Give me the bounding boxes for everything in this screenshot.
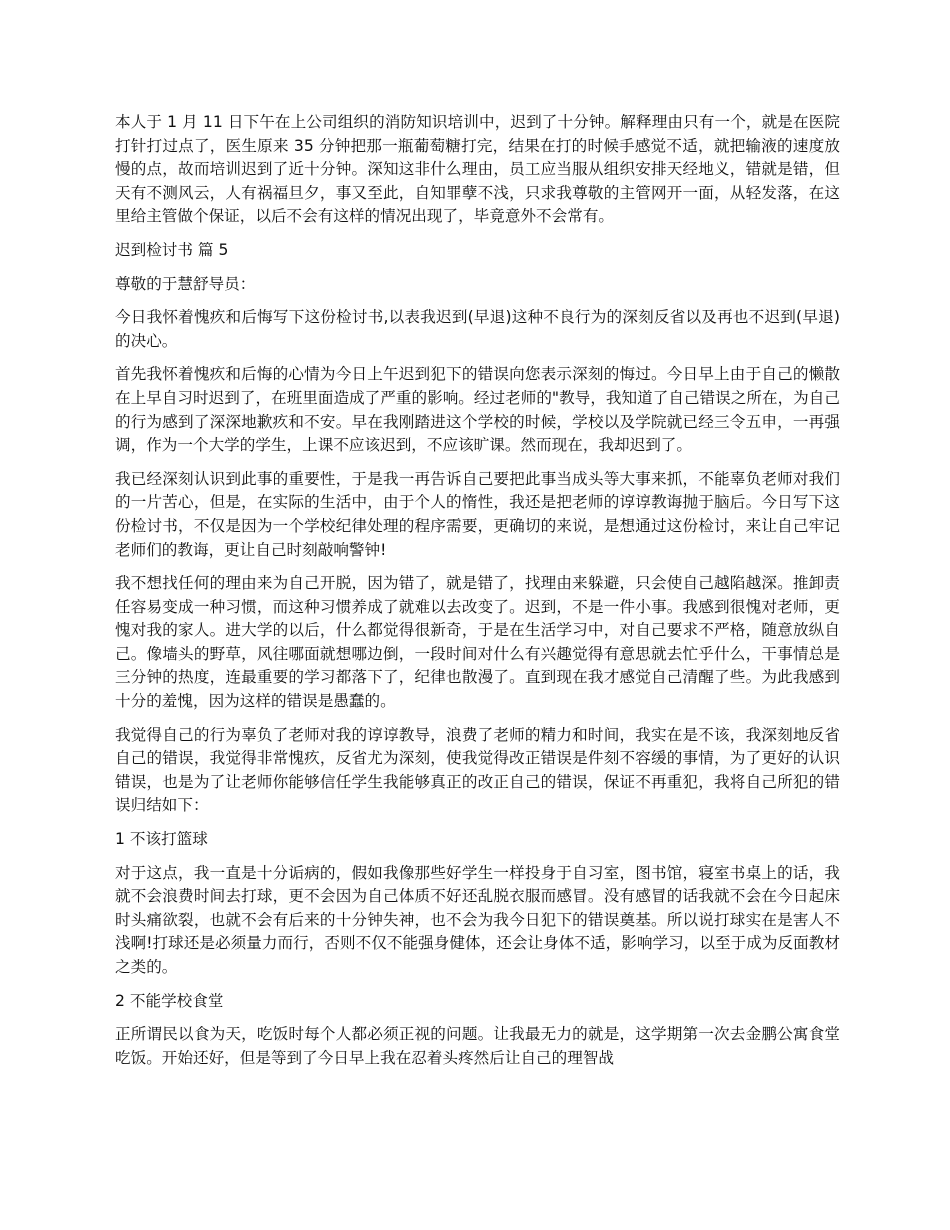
document-body [115,111,840,1080]
paragraph-basketball: 对于这点，我一直是十分诟病的，假如我像那些好学生一样投身于自习室，图书馆，寝室书桌上的话，我就不会浪费时间去打球，更不会因为自己体质不好还乱脱衣服而感冒。没有感冒的话我就不会在今日起床时头痛欲裂，也就不会有后来的十分钟失神，也不会为我今日犯下的错误奠基。所以说打球实在是害人不浅啊!打球还是必须量力而行，否则不仅不能强身健体，还会让身体不适，影响学习，以至于成为反面教材之类的。 [115,863,840,976]
paragraph-canteen: 正所谓民以食为天，吃饭时每个人都必须正视的问题。让我最无力的就是，这学期第一次去金鹏公寓食堂吃饭。开始还好，但是等到了今日早上我在忍着头疼然后让自己的理智战 [115,1025,840,1067]
paragraph-importance: 我已经深刻认识到此事的重要性，于是我一再告诉自己要把此事当成头等大事来抓，不能辜负老师对我们的一片苦心，但是，在实际的生活中，由于个人的惰性，我还是把老师的谆谆教诲抛于脑后。今日写下这份检讨书，不仅是因为一个学校纪律处理的程序需要，更确切的来说，是想通过这份检讨，来让自己牢记老师们的教诲，更让自己时刻敲响警钟! [115,469,840,559]
paragraph-training-late: 本人于 1 月 11 日下午在上公司组织的消防知识培训中，迟到了十分钟。解释理由只有一个，就是在医院打针打过点了，医生原来 35 分钟把那一瓶葡萄糖打完，结果在打的时候手感觉不适，就把输液的速度放慢的点，故而培训迟到了近十分钟。深知这非什么理由，员工应当服从组织安排天经地义，错就是错，但天有不测风云，人有祸福旦夕，事又至此，自知罪孽不浅，只求我尊敬的主管网开一面，从轻发落，在这里给主管做个保证，以后不会有这样的情况出现了，毕竟意外不会常有。 [115,113,840,226]
list-heading-canteen: 2 不能学校食堂 [115,991,224,1010]
salutation: 尊敬的于慧舒导员： [115,274,256,293]
list-heading-basketball: 1 不该打篮球 [115,830,208,849]
paragraph-intro: 今日我怀着愧疚和后悔写下这份检讨书,以表我迟到(早退)这种不良行为的深刻反省以及再也不迟到(早退)的决心。 [115,308,840,350]
paragraph-reflection: 我觉得自己的行为辜负了老师对我的谆谆教导，浪费了老师的精力和时间，我实在是不该，我深刻地反省自己的错误，我觉得非常愧疚，反省尤为深刻，使我觉得改正错误是件刻不容缓的事情，为了更好的认识错误，也是为了让老师你能够信任学生我能够真正的改正自己的错误，保证不再重犯，我将自己所犯的错误归结如下： [115,725,840,815]
paragraph-apology: 首先我怀着愧疚和后悔的心情为今日上午迟到犯下的错误向您表示深刻的悔过。今日早上由于自己的懒散在上早自习时迟到了，在班里面造成了严重的影响。经过老师的"教导，我知道了自己错误之所在，为自己的行为感到了深深地歉疚和不安。早在我刚踏进这个学校的时候，学校以及学院就已经三令五申，一再强调，作为一个大学的学生，上课不应该迟到，不应该旷课。然而现在，我却迟到了。 [115,365,840,455]
paragraph-no-excuses: 我不想找任何的理由来为自己开脱，因为错了，就是错了，找理由来躲避，只会使自己越陷越深。推卸责任容易变成一种习惯，而这种习惯养成了就难以去改变了。迟到，不是一件小事。我感到很愧对老师，更愧对我的家人。进大学的以后，什么都觉得很新奇，于是在生活学习中，对自己要求不严格，随意放纵自己。像墙头的野草，风往哪面就想哪边倒，一段时间对什么有兴趣觉得有意思就去忙乎什么，干事情总是三分钟的热度，连最重要的学习都落下了，纪律也散漫了。直到现在我才感觉自己清醒了些。为此我感到十分的羞愧，因为这样的错误是愚蠢的。 [115,574,840,711]
section-heading: 迟到检讨书 篇 5 [115,240,229,259]
